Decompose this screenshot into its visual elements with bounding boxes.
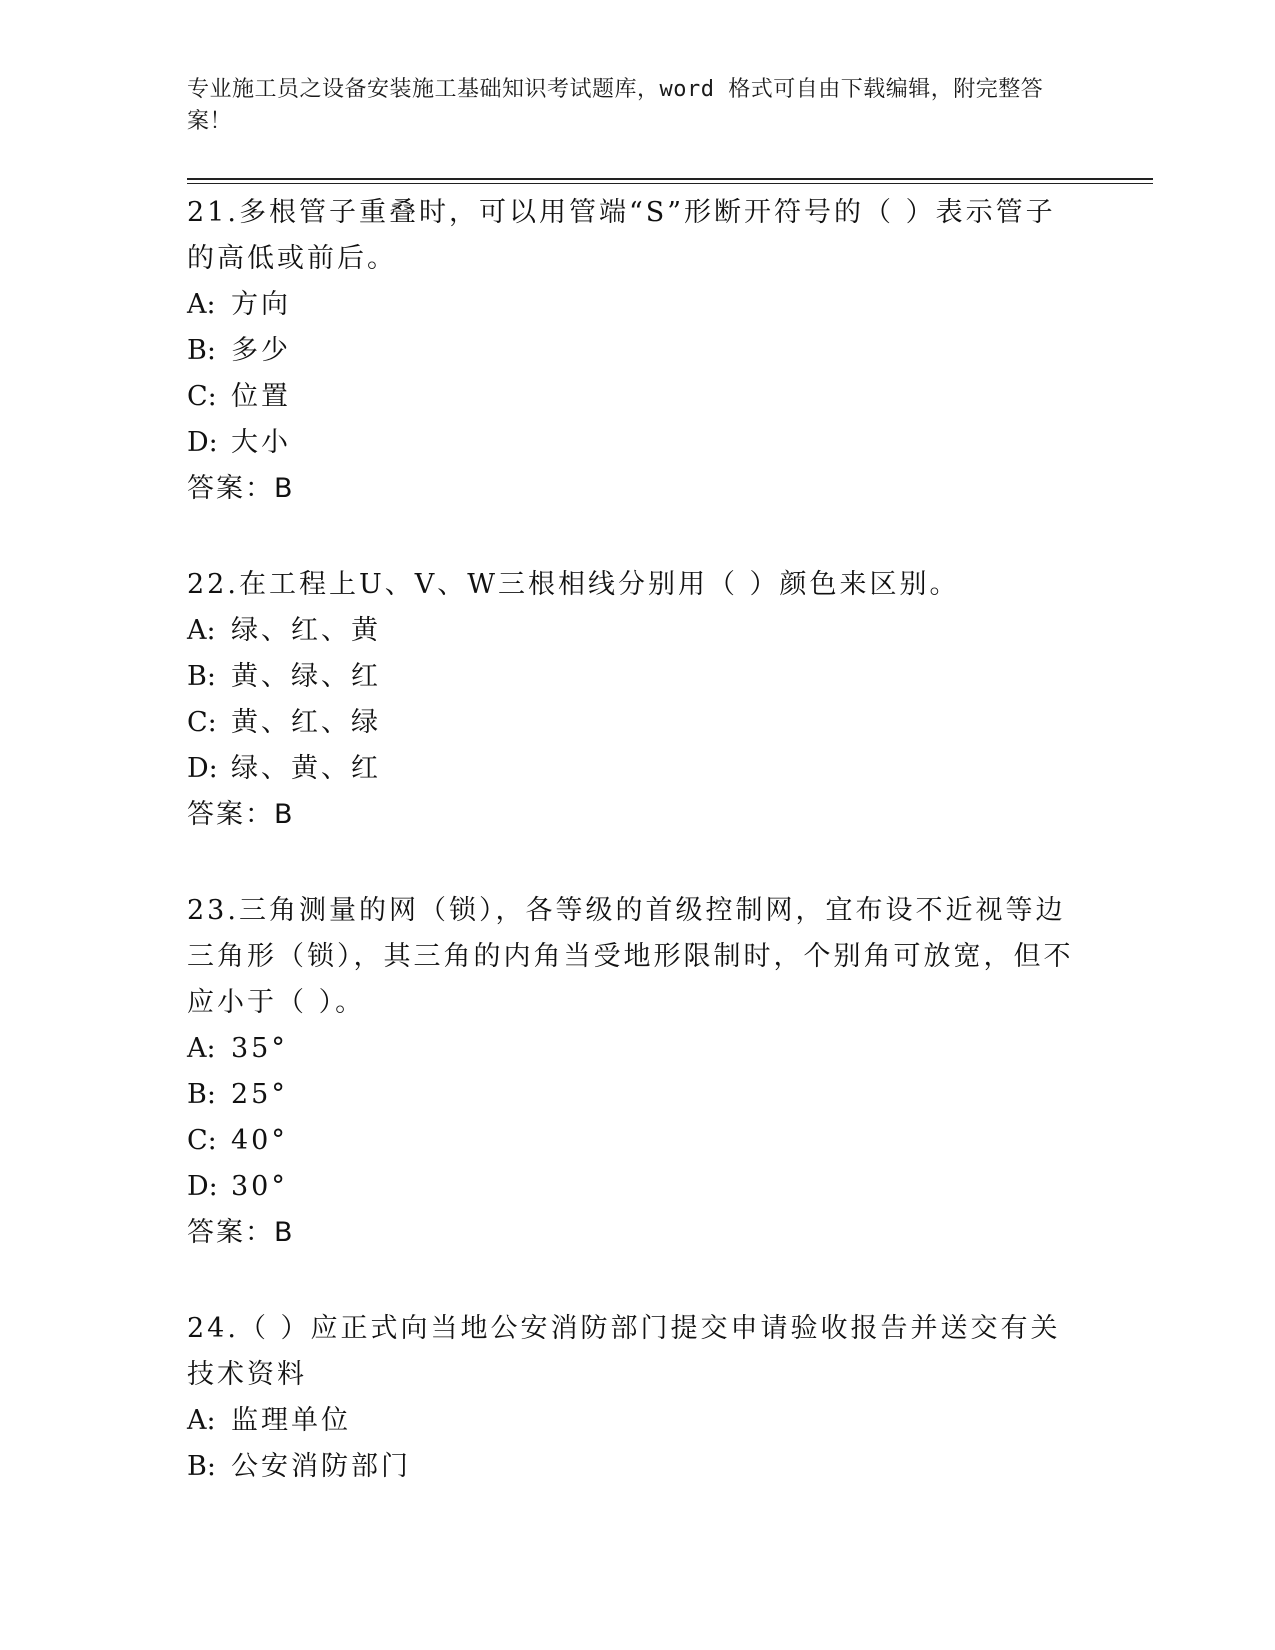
option-d [187,746,1077,792]
header-divider-thick [187,178,1153,180]
option-letter: B: [187,1451,216,1482]
option-text: 40° [231,1125,288,1156]
question-list [187,188,1077,1538]
option-letter: C: [187,381,217,412]
question-24 [187,1304,1077,1490]
option-text: 监理单位 [231,1405,351,1436]
option-letter: B: [187,661,216,692]
option-a [187,1026,1077,1072]
option-d [187,420,1077,466]
answer-line: 答案：B [187,1217,295,1248]
question-stem: 23.三角测量的网（锁），各等级的首级控制网，宜布设不近视等边三角形（锁），其三角的内角当受地形限制时，个别角可放宽，但不应小于（ ）。 [187,895,1074,1018]
option-b [187,328,1077,374]
option-text: 黄、绿、红 [231,661,381,692]
option-text: 35° [231,1033,288,1064]
option-c [187,700,1077,746]
question-stem: 24.（ ）应正式向当地公安消防部门提交申请验收报告并送交有关技术资料 [187,1313,1061,1390]
option-text: 大小 [231,427,291,458]
question-stem: 22.在工程上U、V、W三根相线分别用（ ）颜色来区别。 [187,569,960,600]
option-letter: B: [187,1079,216,1110]
option-letter: D: [187,1171,218,1202]
option-b [187,654,1077,700]
option-c [187,1118,1077,1164]
option-letter: C: [187,707,217,738]
option-text: 30° [231,1171,288,1202]
option-a [187,608,1077,654]
option-d [187,1164,1077,1210]
option-letter: D: [187,427,218,458]
option-b [187,1072,1077,1118]
question-stem: 21.多根管子重叠时，可以用管端“S”形断开符号的（ ）表示管子的高低或前后。 [187,197,1056,274]
option-letter: C: [187,1125,217,1156]
option-c [187,374,1077,420]
option-text: 公安消防部门 [231,1451,411,1482]
option-text: 多少 [231,335,291,366]
question-22 [187,560,1077,838]
option-b [187,1444,1077,1490]
answer-line: 答案：B [187,473,295,504]
option-a [187,1398,1077,1444]
question-23 [187,886,1077,1256]
option-text: 方向 [231,289,291,320]
option-letter: A: [187,1033,216,1064]
option-letter: A: [187,289,216,320]
question-21 [187,188,1077,512]
option-letter: B: [187,335,216,366]
option-letter: A: [187,1405,216,1436]
header-divider-thin [187,183,1153,184]
option-text: 绿、黄、红 [231,753,381,784]
option-text: 位置 [231,381,291,412]
option-text: 绿、红、黄 [231,615,381,646]
option-text: 25° [231,1079,288,1110]
option-letter: A: [187,615,216,646]
document-header: 专业施工员之设备安装施工基础知识考试题库，word 格式可自由下载编辑，附完整答案！ [187,77,1044,134]
option-letter: D: [187,753,218,784]
answer-line: 答案：B [187,799,295,830]
option-text: 黄、红、绿 [231,707,381,738]
option-a [187,282,1077,328]
